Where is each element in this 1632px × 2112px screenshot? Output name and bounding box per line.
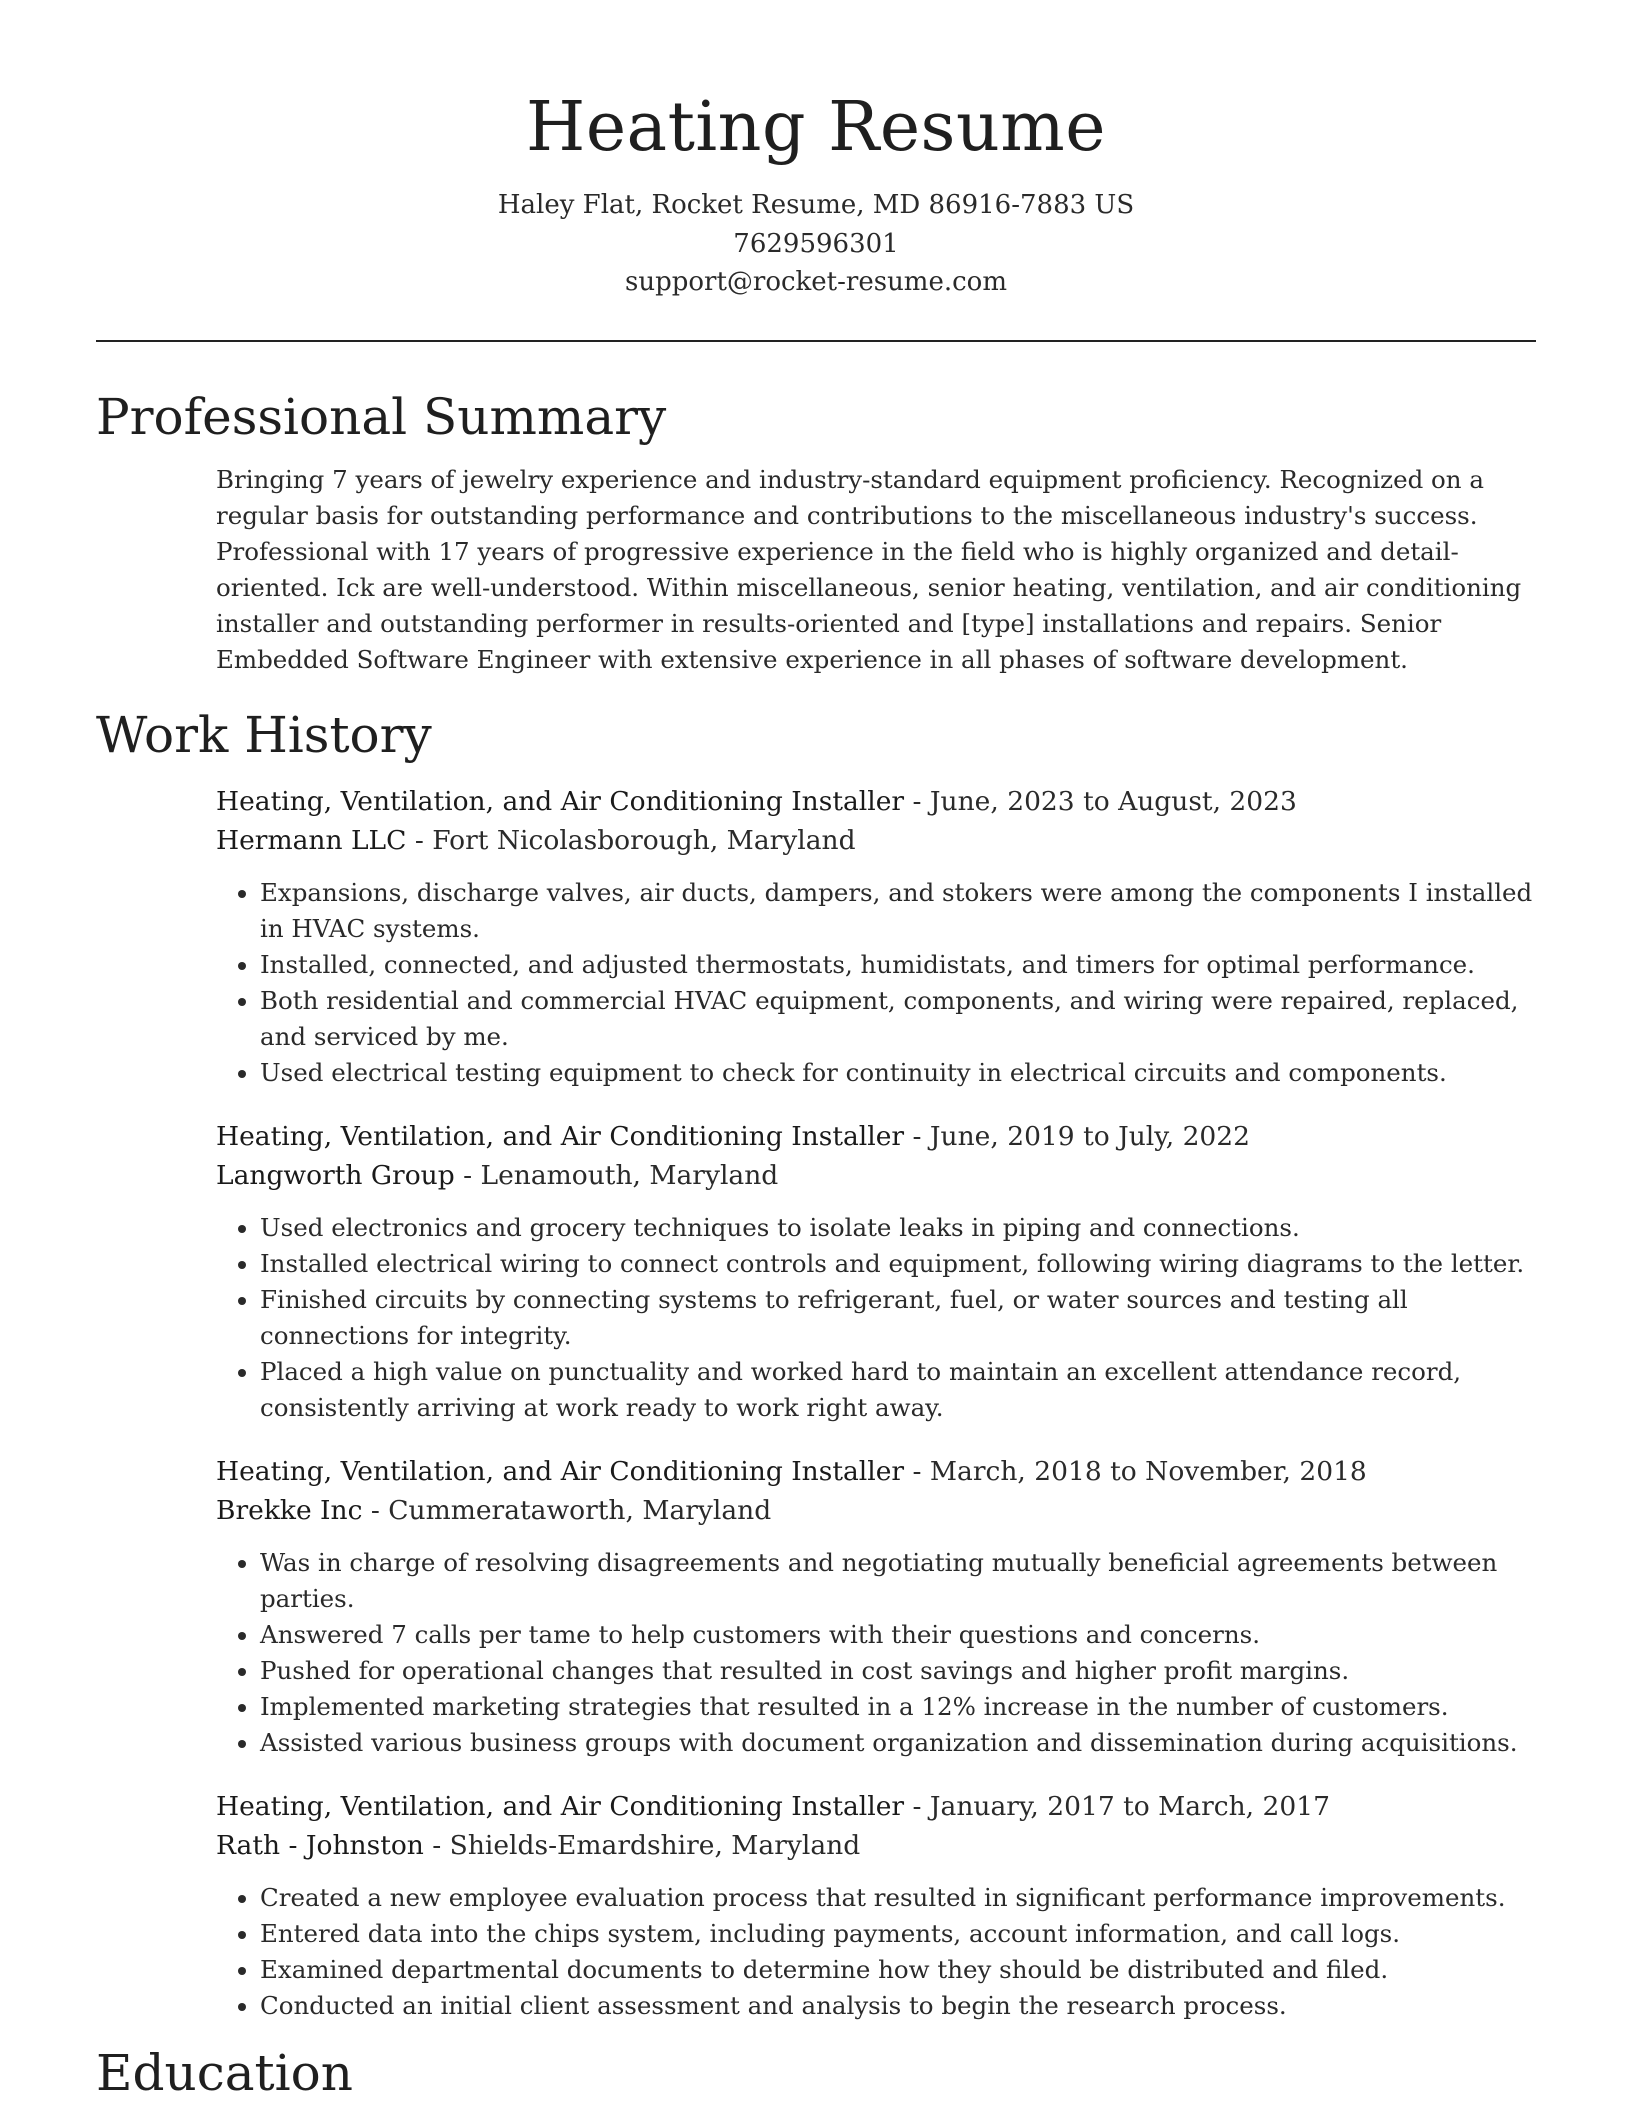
job-title-line: Heating, Ventilation, and Air Conditioning Installer - March, 2018 to November, 2018 bbox=[216, 1455, 1367, 1487]
job-bullet: • Assisted various business groups with document organization and dissemination during acquisitions. bbox=[260, 1725, 1536, 1761]
job-bullet: • Answered 7 calls per tame to help customers with their questions and concerns. bbox=[260, 1617, 1536, 1653]
contact-phone: 7629596301 bbox=[733, 228, 899, 259]
job-bullet: • Created a new employee evaluation process that resulted in significant performance improvements. bbox=[260, 1880, 1536, 1916]
job-bullets bbox=[216, 1880, 1536, 2024]
job-bullet: • Installed electrical wiring to connect controls and equipment, following wiring diagrams to the letter. bbox=[260, 1246, 1536, 1282]
job-employer: Rath - Johnston bbox=[216, 1830, 424, 1861]
resume-title: Heating Resume bbox=[526, 88, 1106, 167]
job-employer-line: Hermann LLC - Fort Nicolasborough, Maryland bbox=[216, 825, 856, 856]
job-entry bbox=[216, 1117, 1536, 1426]
work-history-heading: Work History bbox=[96, 705, 432, 764]
job-dates: January, 2017 to March, 2017 bbox=[929, 1790, 1330, 1822]
resume-header bbox=[0, 0, 1632, 302]
job-title-line: Heating, Ventilation, and Air Conditioning Installer - June, 2019 to July, 2022 bbox=[216, 1120, 1251, 1152]
job-bullet: • Pushed for operational changes that resulted in cost savings and higher profit margins. bbox=[260, 1653, 1536, 1689]
job-bullet: • Both residential and commercial HVAC equipment, components, and wiring were repaired, replaced, and serviced by me. bbox=[260, 983, 1536, 1055]
job-title-line: Heating, Ventilation, and Air Conditioning Installer - January, 2017 to March, 2017 bbox=[216, 1790, 1330, 1822]
job-bullet: • Entered data into the chips system, including payments, account information, and call logs. bbox=[260, 1916, 1536, 1952]
job-bullet: • Conducted an initial client assessment and analysis to begin the research process. bbox=[260, 1988, 1536, 2024]
contact-block bbox=[0, 186, 1632, 302]
job-title: Heating, Ventilation, and Air Conditioning Installer bbox=[216, 1455, 905, 1487]
job-location: Shields-Emardshire, Maryland bbox=[449, 1830, 861, 1861]
job-entry bbox=[216, 1787, 1536, 2024]
job-bullet: • Expansions, discharge valves, air ducts, dampers, and stokers were among the components I installed in HVAC systems. bbox=[260, 875, 1536, 947]
job-title: Heating, Ventilation, and Air Conditioning Installer bbox=[216, 1120, 905, 1152]
job-bullet: • Implemented marketing strategies that resulted in a 12% increase in the number of customers. bbox=[260, 1689, 1536, 1725]
job-employer-line: Langworth Group - Lenamouth, Maryland bbox=[216, 1160, 779, 1191]
job-title-line: Heating, Ventilation, and Air Conditioning Installer - June, 2023 to August, 2023 bbox=[216, 785, 1297, 817]
job-bullet: • Was in charge of resolving disagreements and negotiating mutually beneficial agreements between parties. bbox=[260, 1545, 1536, 1617]
job-location: Lenamouth, Maryland bbox=[480, 1160, 779, 1191]
job-bullets bbox=[216, 1210, 1536, 1426]
job-bullet: • Used electrical testing equipment to check for continuity in electrical circuits and components. bbox=[260, 1055, 1536, 1091]
job-dates: June, 2019 to July, 2022 bbox=[929, 1120, 1251, 1152]
job-entry bbox=[216, 782, 1536, 1091]
job-dates: June, 2023 to August, 2023 bbox=[929, 785, 1297, 817]
job-bullets bbox=[216, 875, 1536, 1091]
summary-heading: Professional Summary bbox=[96, 387, 667, 446]
job-title: Heating, Ventilation, and Air Conditioning Installer bbox=[216, 1790, 905, 1822]
job-dates: March, 2018 to November, 2018 bbox=[929, 1455, 1367, 1487]
job-location: Cummerataworth, Maryland bbox=[388, 1495, 772, 1526]
job-bullet: • Placed a high value on punctuality and worked hard to maintain an excellent attendance record, consistently arriving at work ready to work right away. bbox=[260, 1354, 1536, 1426]
job-employer-line: Rath - Johnston - Shields-Emardshire, Maryland bbox=[216, 1830, 861, 1861]
job-bullet: • Finished circuits by connecting systems to refrigerant, fuel, or water sources and testing all connections for integrity. bbox=[260, 1282, 1536, 1354]
job-employer: Brekke Inc bbox=[216, 1495, 363, 1526]
education-heading: Education bbox=[96, 2043, 353, 2102]
job-location: Fort Nicolasborough, Maryland bbox=[432, 825, 856, 856]
job-employer: Langworth Group bbox=[216, 1160, 455, 1191]
job-bullet: • Used electronics and grocery techniques to isolate leaks in piping and connections. bbox=[260, 1210, 1536, 1246]
job-bullet: • Examined departmental documents to determine how they should be distributed and filed. bbox=[260, 1952, 1536, 1988]
job-employer-line: Brekke Inc - Cummerataworth, Maryland bbox=[216, 1495, 772, 1526]
header-divider bbox=[96, 340, 1536, 342]
job-employer: Hermann LLC bbox=[216, 825, 407, 856]
contact-address: Haley Flat, Rocket Resume, MD 86916-7883 US bbox=[497, 190, 1135, 220]
summary-text: Bringing 7 years of jewelry experience and industry-standard equipment proficiency. Recognized on a regular basis for outstanding performance and contributions to the miscellaneous industry's success. Professional with 17 years of progressive experience in the field who is highly organized and detail-oriented. Ick are well-understood. Within miscellaneous, senior heating, ventilation, and air conditioning installer and outstanding performer in results-oriented and [type] installations and repairs. Senior Embedded Software Engineer with extensive experience in all phases of software development. bbox=[216, 464, 1522, 674]
job-bullet: • Installed, connected, and adjusted thermostats, humidistats, and timers for optimal performance. bbox=[260, 947, 1536, 983]
job-title: Heating, Ventilation, and Air Conditioning Installer bbox=[216, 785, 905, 817]
contact-email: support@rocket-resume.com bbox=[624, 267, 1007, 297]
job-entry bbox=[216, 1452, 1536, 1761]
job-bullets bbox=[216, 1545, 1536, 1761]
